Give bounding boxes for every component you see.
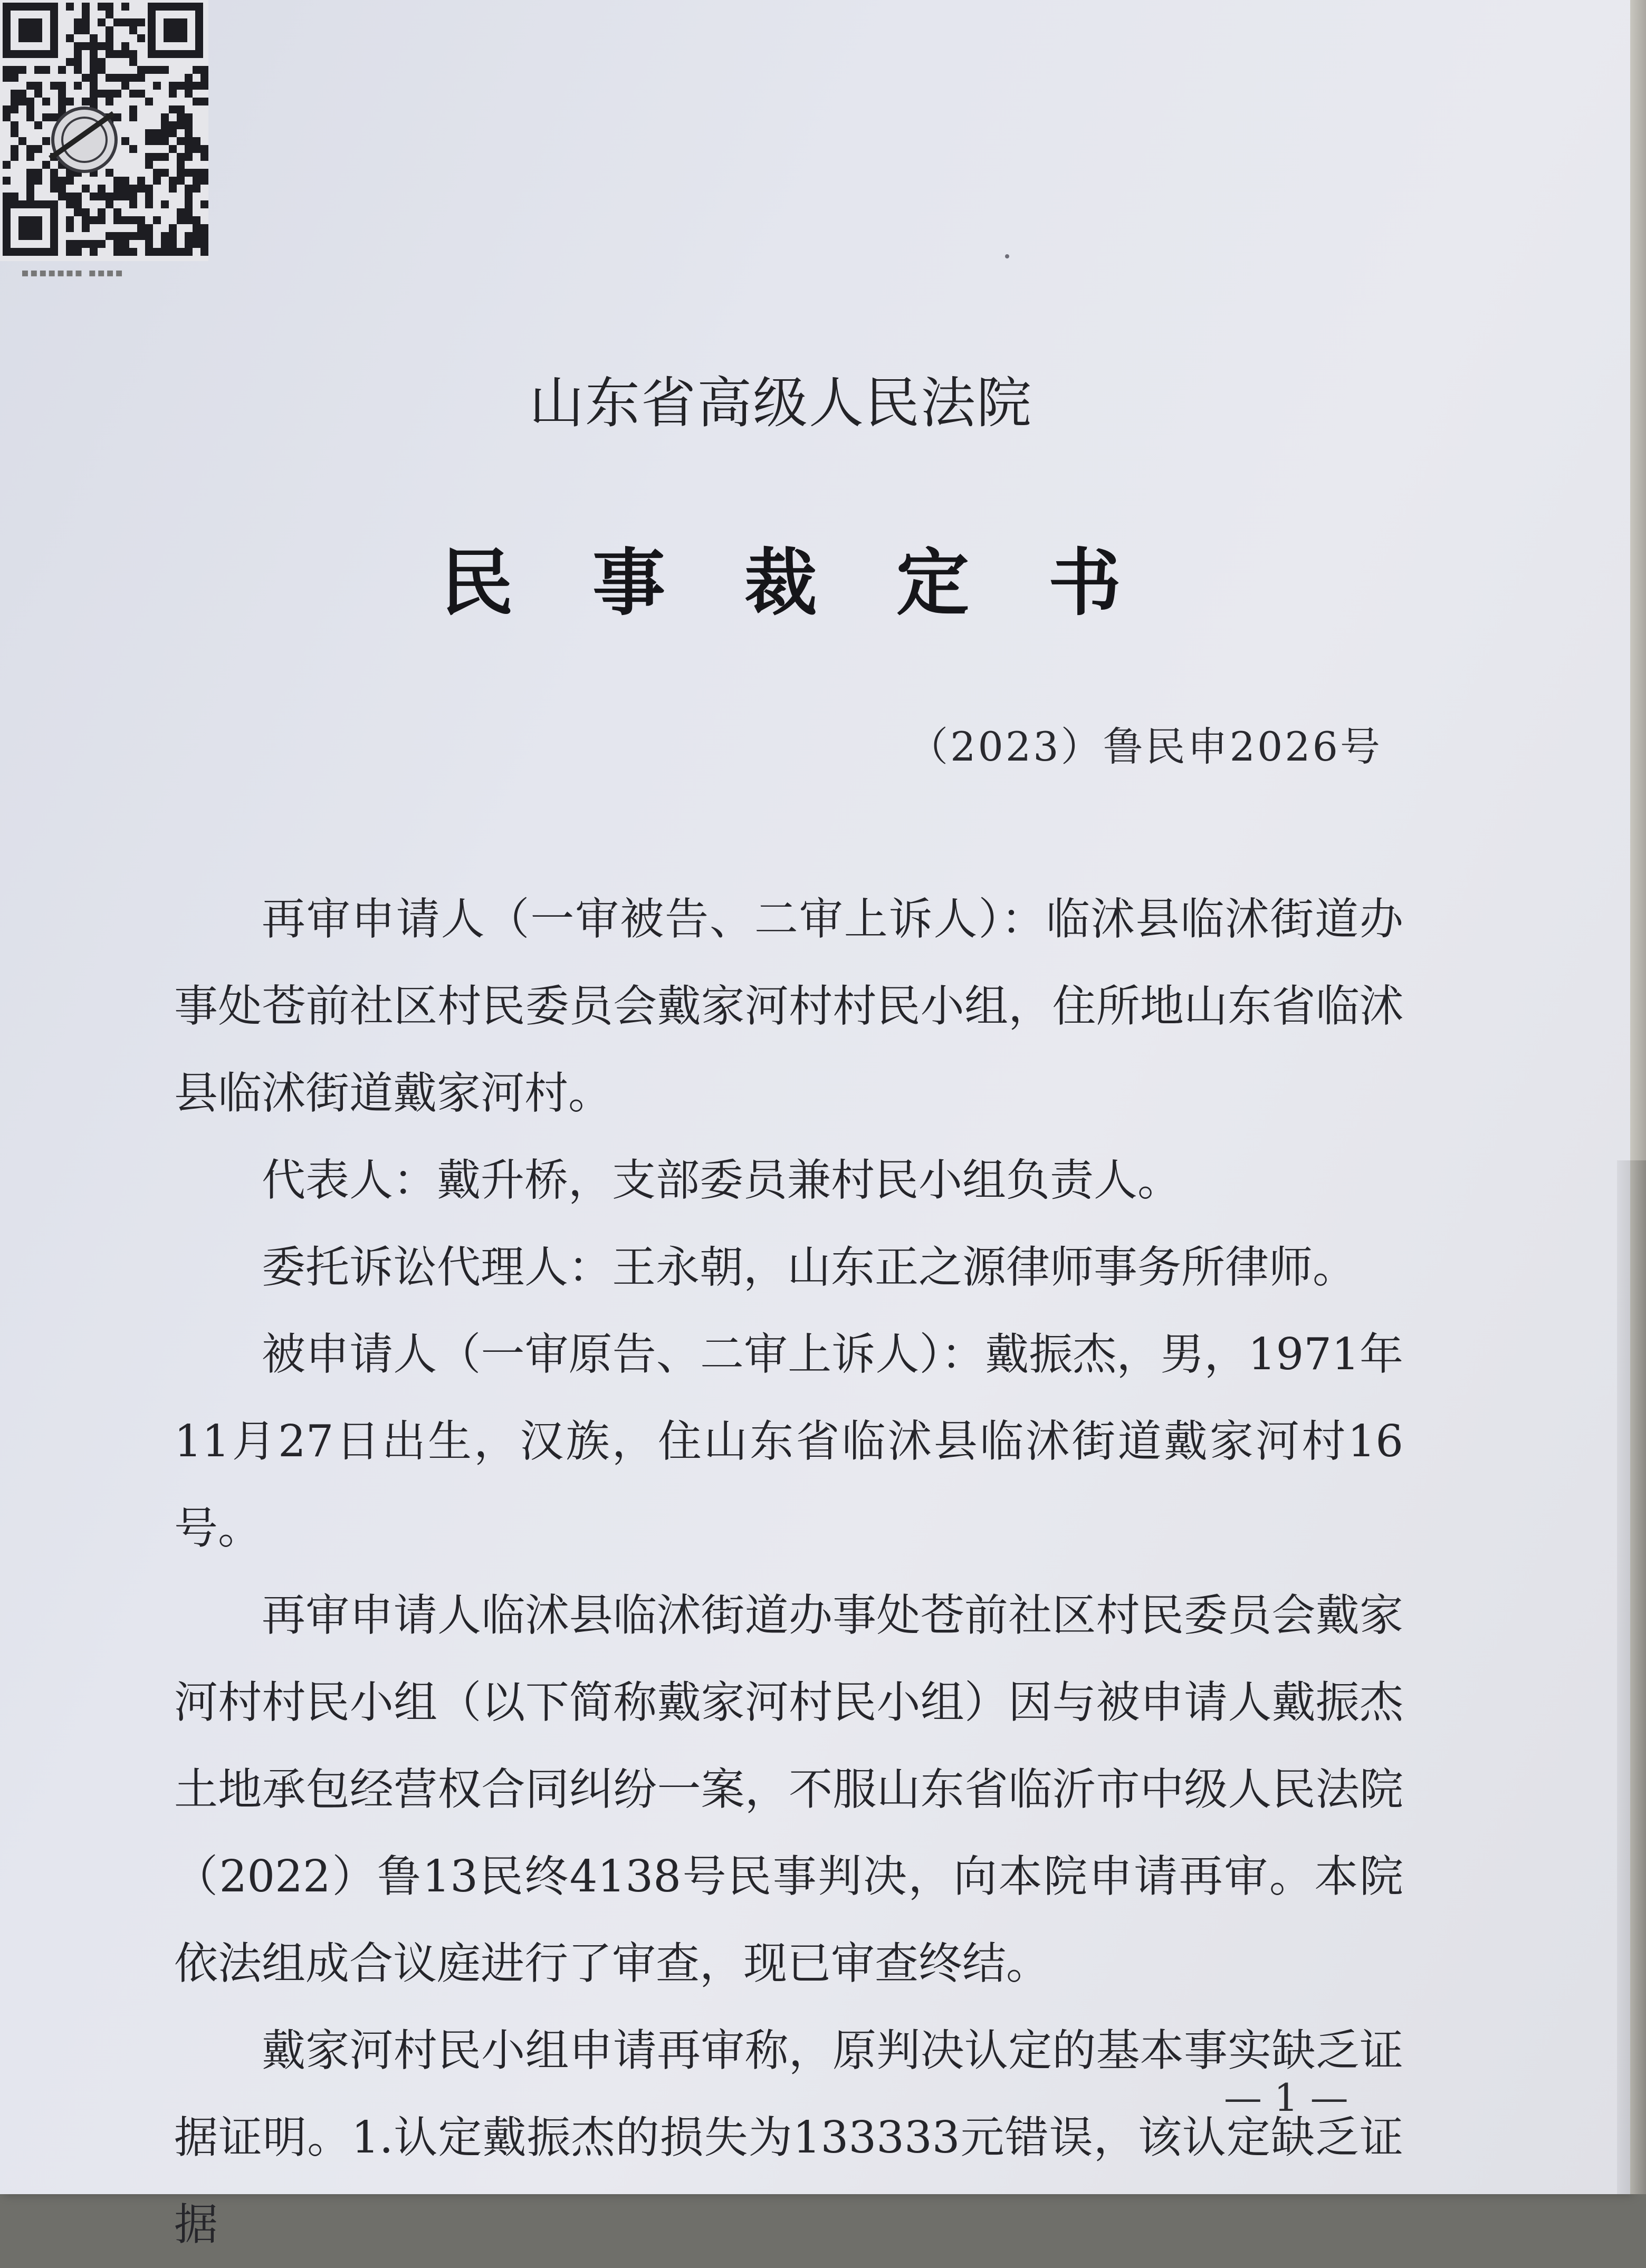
document-title: 民事裁定书 xyxy=(440,540,1200,626)
paragraph-respondent: 被申请人（一审原告、二审上诉人）：戴振杰，男，1971年11月27日出生，汉族，住山东省临沭县临沭街道戴家河村16号。 xyxy=(174,1329,1403,1554)
paragraph-applicant: 再审申请人（一审被告、二审上诉人）：临沭县临沭街道办事处苍前社区村民委员会戴家河村村民小组，住所地山东省临沭县临沭街道戴家河村。 xyxy=(174,893,1403,1119)
page-fold-shadow xyxy=(1617,1160,1646,2194)
document-body xyxy=(174,876,1403,2268)
case-number: （2023）鲁民申2026号 xyxy=(908,723,1382,770)
paragraph-case-summary: 再审申请人临沭县临沭街道办事处苍前社区村民委员会戴家河村村民小组（以下简称戴家河村民小组）因与被申请人戴振杰土地承包经营权合同纠纷一案，不服山东省临沂市中级人民法院（2022）鲁13民终4138号民事判决，向本院申请再审。本院依法组成合议庭进行了审查，现已审查终结。 xyxy=(174,1590,1403,1989)
paragraph-representative: 代表人：戴升桥，支部委员兼村民小组负责人。 xyxy=(262,1155,1181,1206)
qr-code-icon xyxy=(0,0,208,261)
paragraph-grounds: 戴家河村民小组申请再审称，原判决认定的基本事实缺乏证据证明。1.认定戴振杰的损失为133333元错误，该认定缺乏证据 xyxy=(174,2025,1403,2250)
qr-caption-marks: ▪▪▪▪▪▪▪ ▪▪▪▪ xyxy=(21,266,125,280)
paper-speck xyxy=(1005,254,1009,258)
paragraph-agent: 委托诉讼代理人：王永朝，山东正之源律师事务所律师。 xyxy=(262,1242,1356,1293)
court-name: 山东省高级人民法院 xyxy=(529,371,1032,435)
page-number: — 1 — xyxy=(1224,2075,1348,2120)
